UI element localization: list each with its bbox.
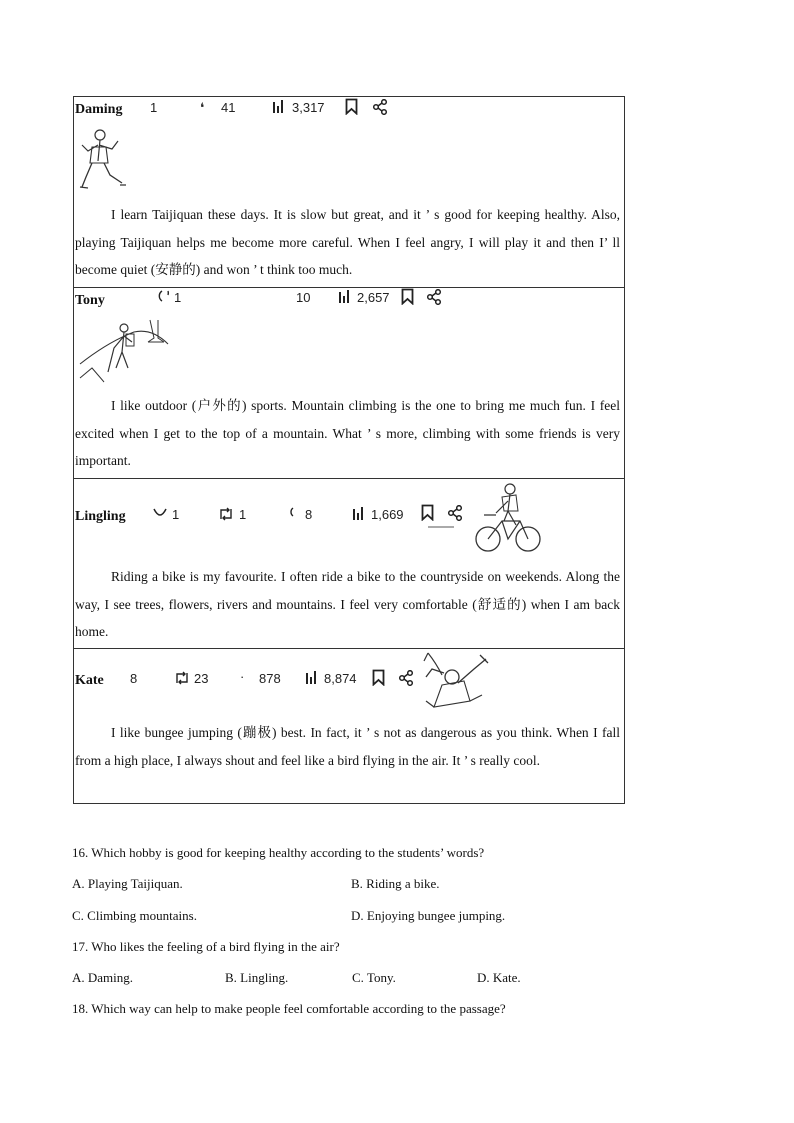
like-icon — [286, 506, 296, 523]
question-16 — [72, 845, 484, 861]
bar-chart-icon — [305, 670, 319, 687]
post-tony — [74, 288, 624, 479]
repost-count: 1 — [239, 507, 247, 522]
bar-chart-icon — [352, 506, 366, 523]
post-daming — [74, 97, 624, 288]
share-icon[interactable] — [372, 99, 388, 118]
option-c[interactable]: C. Tony. — [352, 970, 396, 985]
views-count: 2,657 — [357, 290, 390, 305]
author-name: Kate — [75, 673, 104, 688]
share-icon[interactable] — [447, 505, 463, 524]
post-text: Riding a bike is my favourite. I often ride a bike to the countryside on weekends. Along the way, I see trees, flowers, rivers and mountains. I feel very comfortable (舒适的) when I am back home. — [75, 569, 620, 639]
post-text: I like outdoor (户外的) sports. Mountain climbing is the one to bring me much fun. I feel excited when I get to the top of a mountain. What ’ s more, climbing with some friends is very important. — [75, 398, 620, 468]
share-icon[interactable] — [426, 289, 442, 308]
reply-count: 1 — [172, 507, 180, 522]
question-text: Who likes the feeling of a bird flying in the air? — [88, 939, 340, 954]
post-text: I learn Taijiquan these days. It is slow but great, and it ’ s good for keeping healthy. Also, playing Taijiquan helps me become more careful. When I feel angry, I will play it and then I’ ll become quiet (安静的) and won ’ t think too much. — [75, 207, 620, 277]
author-name: Lingling — [75, 509, 126, 524]
like-icon: ❛ — [200, 100, 205, 115]
question-text: Which hobby is good for keeping healthy according to the students’ words? — [88, 845, 485, 860]
question-18 — [72, 1001, 506, 1017]
author-name: Daming — [75, 102, 123, 117]
views-count: 8,874 — [324, 671, 357, 686]
bar-chart-icon — [338, 289, 352, 306]
reply-icon — [158, 289, 172, 306]
author-name: Tony — [75, 293, 105, 308]
bungee-jumping-illustration — [422, 651, 490, 711]
question-number: 16. — [72, 845, 89, 860]
post-header — [74, 649, 624, 715]
option-d[interactable]: D. Enjoying bungee jumping. — [351, 908, 506, 923]
option-b[interactable]: B. Lingling. — [225, 970, 289, 985]
like-count: 41 — [221, 100, 236, 115]
post-lingling — [74, 479, 624, 649]
post-header — [74, 97, 624, 125]
option-d[interactable]: D. Kate. — [477, 970, 521, 985]
option-a[interactable]: A. Daming. — [72, 970, 134, 985]
post-text: I like bungee jumping (蹦极) best. In fact, it ’ s not as dangerous as you think. When I fall from a high place, I always shout and feel like a bird flying in the air. It ’ s really cool. — [75, 725, 620, 768]
option-a[interactable]: A. Playing Taijiquan. — [72, 876, 183, 891]
option-c[interactable]: C. Climbing mountains. — [72, 908, 197, 923]
like-count: 8 — [305, 507, 313, 522]
question-number: 18. — [72, 1001, 89, 1016]
post-table — [73, 96, 625, 804]
share-icon[interactable] — [398, 670, 414, 689]
bookmark-icon[interactable] — [401, 288, 414, 308]
post-kate — [74, 649, 624, 803]
post-header — [74, 288, 624, 316]
bookmark-icon[interactable] — [345, 98, 358, 118]
taijiquan-figure-illustration — [78, 127, 128, 191]
like-icon: · — [240, 669, 245, 684]
repost-icon — [218, 506, 234, 525]
reply-icon — [152, 507, 168, 524]
option-b[interactable]: B. Riding a bike. — [351, 876, 440, 891]
question-17 — [72, 939, 340, 955]
mountain-climbing-illustration — [78, 318, 170, 384]
like-count: 878 — [259, 671, 281, 686]
question-text: Which way can help to make people feel comfortable according to the passage? — [88, 1001, 506, 1016]
bookmark-icon[interactable] — [421, 504, 434, 524]
reply-count: 1 — [174, 290, 182, 305]
reply-count: 8 — [130, 671, 138, 686]
repost-icon — [174, 670, 190, 689]
bookmark-icon[interactable] — [372, 669, 385, 689]
repost-count: 23 — [194, 671, 209, 686]
bar-chart-icon — [272, 99, 286, 116]
views-count: 1,669 — [371, 507, 404, 522]
divider-mark — [428, 525, 454, 529]
bike-riding-illustration — [474, 481, 544, 555]
like-count: 10 — [296, 290, 311, 305]
views-count: 3,317 — [292, 100, 325, 115]
question-number: 17. — [72, 939, 89, 954]
reply-count: 1 — [150, 100, 158, 115]
